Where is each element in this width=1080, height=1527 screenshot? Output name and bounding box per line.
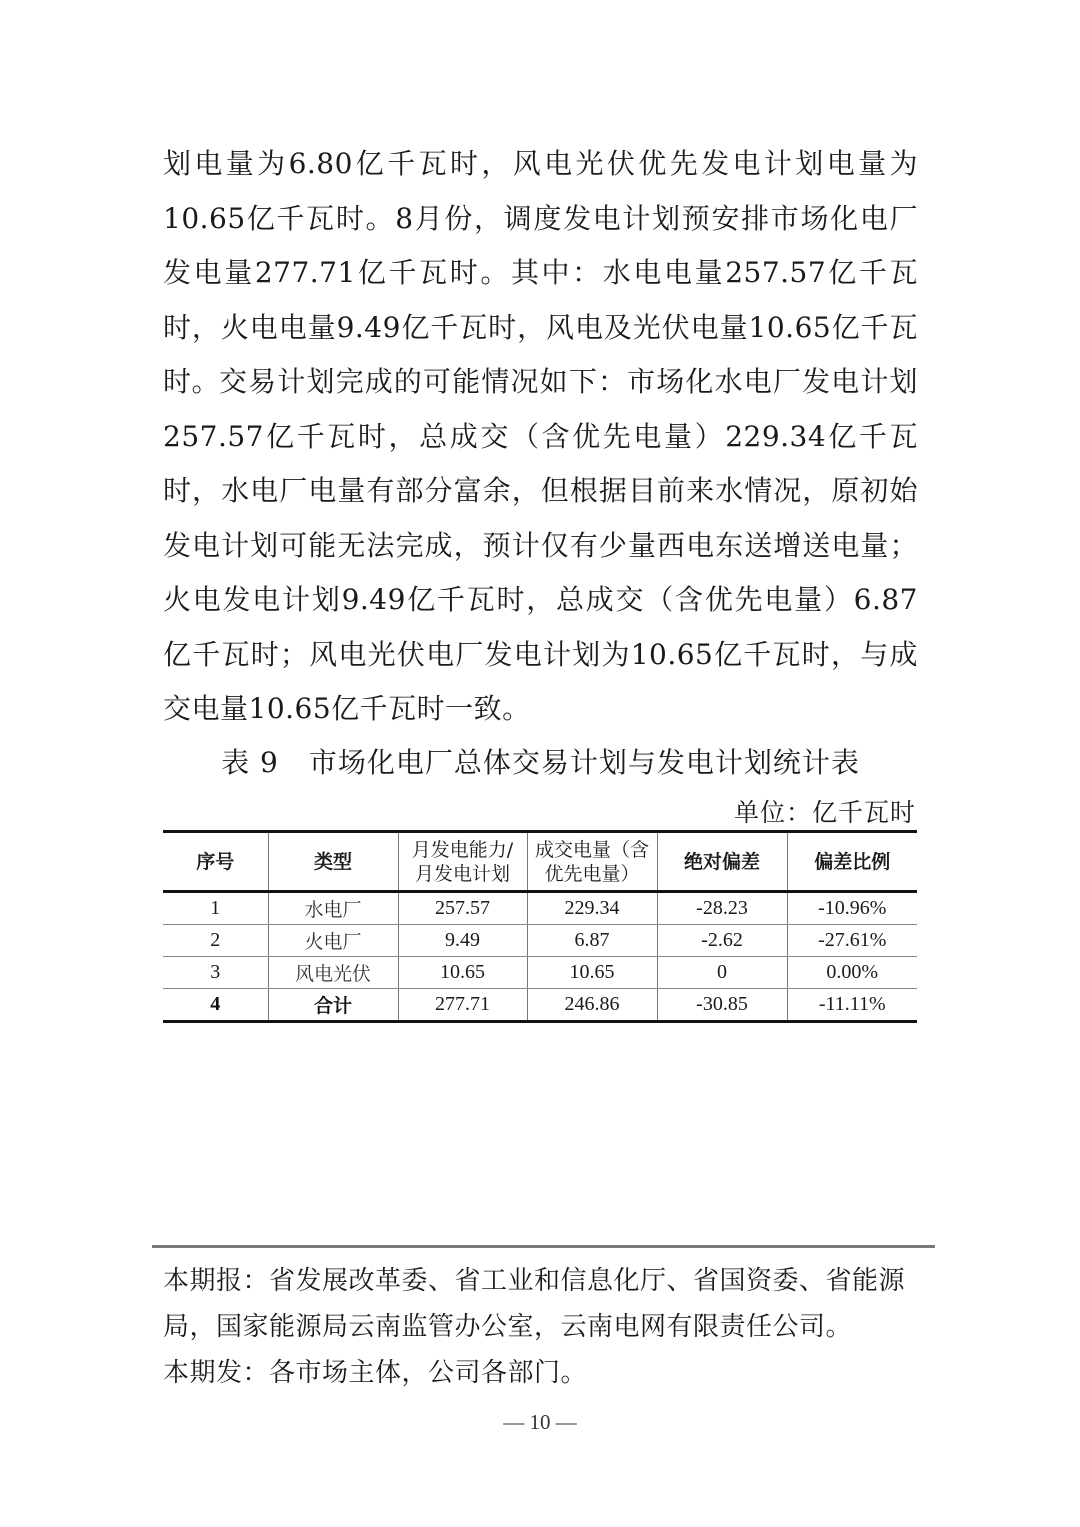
body-paragraph-2: 交易计划完成的可能情况如下：市场化水电厂发电计划257.57亿千瓦时，总成交（含优先电量）229.34亿千瓦时，水电厂电量有部分富余，但根据目前来水情况，原初始发电计划可能无法完成，预计仅有少量西电东送增送电量；火电发电计划9.49亿千瓦时，总成交（含优先电量）6.87亿千瓦时；风电光伏电厂发电计划为10.65亿千瓦时，与成交电量10.65亿千瓦时一致。 <box>163 365 918 725</box>
header-plan <box>398 832 527 892</box>
header-index: 序号 <box>163 832 268 892</box>
cell-traded: 6.87 <box>527 925 657 957</box>
header-plan-line2: 月发电计划 <box>414 862 510 885</box>
table-header-row <box>163 832 917 892</box>
cell-abs-dev: -28.23 <box>657 892 787 925</box>
cell-traded: 229.34 <box>527 892 657 925</box>
table-row <box>163 892 917 925</box>
header-traded <box>527 832 657 892</box>
cell-index: 1 <box>163 892 268 925</box>
cell-traded: 10.65 <box>527 957 657 989</box>
cell-abs-dev: -2.62 <box>657 925 787 957</box>
table-caption-title: 市场化电厂总体交易计划与发电计划统计表 <box>308 746 860 779</box>
cell-index: 2 <box>163 925 268 957</box>
footer-divider <box>152 1245 935 1248</box>
table-caption-number: 表 9 <box>221 746 279 779</box>
cell-plan: 257.57 <box>398 892 527 925</box>
cell-dev-ratio: -11.11% <box>787 989 917 1022</box>
body-paragraph-1: 划电量为6.80亿千瓦时，风电光伏优先发电计划电量为10.65亿千瓦时。8月份，调度发电计划预安排市场化电厂发电量277.71亿千瓦时。其中：水电电量257.57亿千瓦时，火电电量9.49亿千瓦时，风电及光伏电量10.65亿千瓦时。 <box>163 147 918 398</box>
page-number: — 10 — <box>503 1410 577 1434</box>
header-abs-dev: 绝对偏差 <box>657 832 787 892</box>
cell-type: 水电厂 <box>268 892 398 925</box>
header-dev-ratio: 偏差比例 <box>787 832 917 892</box>
statistics-table <box>163 830 917 1023</box>
table-row <box>163 925 917 957</box>
report-to-line: 本期报：省发展改革委、省工业和信息化厅、省国资委、省能源局，国家能源局云南监管办公室，云南电网有限责任公司。 <box>163 1266 906 1342</box>
table-row <box>163 957 917 989</box>
cell-dev-ratio: 0.00% <box>787 957 917 989</box>
header-traded-line1: 成交电量（含 <box>534 838 649 861</box>
table-caption <box>163 740 918 786</box>
cell-type: 合计 <box>268 989 398 1022</box>
table-unit-label: 单位：亿千瓦时 <box>733 798 916 827</box>
cell-index: 4 <box>163 989 268 1022</box>
distribute-to-line: 本期发：各市场主体，公司各部门。 <box>163 1358 588 1388</box>
table-row-total <box>163 989 917 1022</box>
distribution-footer <box>163 1258 923 1396</box>
header-traded-line2: 优先电量） <box>544 862 640 885</box>
cell-type: 风电光伏 <box>268 957 398 989</box>
cell-dev-ratio: -27.61% <box>787 925 917 957</box>
header-plan-line1: 月发电能力/ <box>411 838 514 861</box>
cell-type: 火电厂 <box>268 925 398 957</box>
cell-index: 3 <box>163 957 268 989</box>
cell-traded: 246.86 <box>527 989 657 1022</box>
cell-plan: 10.65 <box>398 957 527 989</box>
cell-dev-ratio: -10.96% <box>787 892 917 925</box>
cell-plan: 277.71 <box>398 989 527 1022</box>
header-type: 类型 <box>268 832 398 892</box>
cell-abs-dev: 0 <box>657 957 787 989</box>
cell-plan: 9.49 <box>398 925 527 957</box>
cell-abs-dev: -30.85 <box>657 989 787 1022</box>
